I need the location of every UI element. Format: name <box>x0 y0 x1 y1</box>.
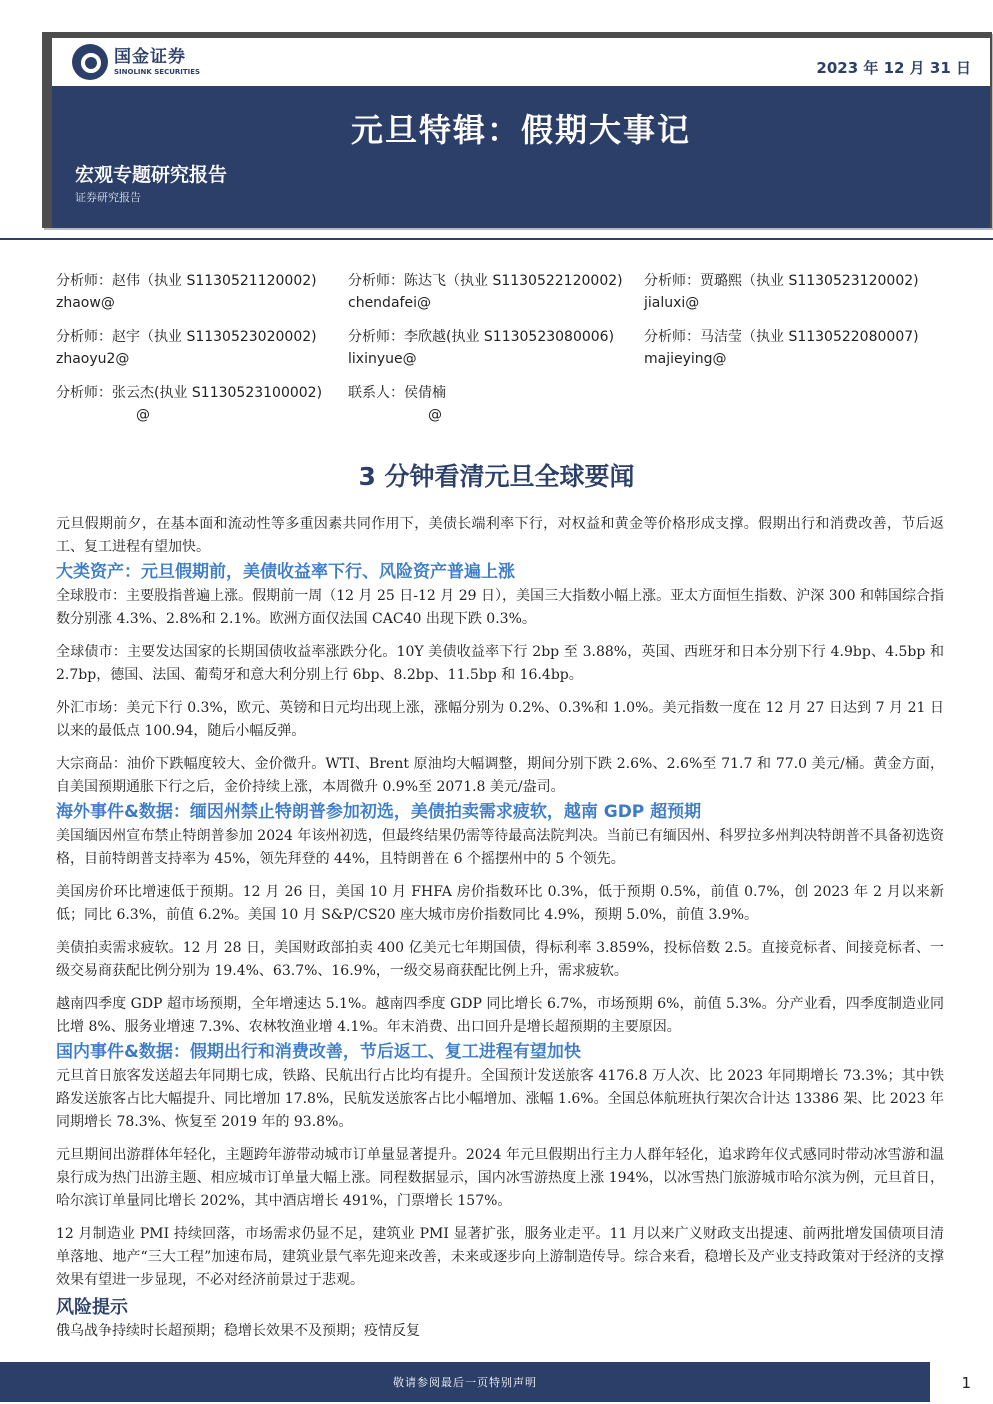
intro-paragraph: 元旦假期前夕，在基本面和流动性等多重因素共同作用下，美债长端利率下行，对权益和黄金等价格形成支撑。假期出行和消费改善，节后返工、复工进程有望加快。 <box>56 516 944 555</box>
paragraph: 元旦期间出游群体年轻化，主题跨年游带动城市订单量显著提升。2024 年元旦假期出行主力人群年轻化，追求跨年仪式感同时带动冰雪游和温泉行成为热门出游主题、相应城市订单量大幅上涨。同程数据显示，国内冰雪游热度上涨 194%，以冰雪热门旅游城市哈尔滨为例，元旦首日，哈尔滨订单量同比增长 202%，其中酒店增长 491%，门票增长 157%。 <box>56 1147 944 1209</box>
report-body <box>56 513 944 1353</box>
page-number: 1 <box>961 1374 971 1392</box>
analyst-name: 分析师：陈达飞（执业 S1130522120002) <box>348 273 623 289</box>
section-heading-assets: 大类资产：元旦假期前，美债收益率下行、风险资产普遍上涨 <box>56 562 515 582</box>
company-logo <box>72 44 200 80</box>
analyst-email[interactable]: @ <box>136 407 150 423</box>
analyst-entry <box>348 270 644 314</box>
analyst-entry <box>56 270 348 314</box>
contact-entry <box>348 382 644 426</box>
section-heading-overseas: 海外事件&数据：缅因州禁止特朗普参加初选，美债拍卖需求疲软，越南 GDP 超预期 <box>56 802 702 822</box>
paragraph: 元旦首日旅客发送超去年同期七成，铁路、民航出行占比均有提升。全国预计发送旅客 4176.8 万人次、比 2023 年同期增长 73.3%；其中铁路发送旅客占比大幅提升、同比增加 17.8%，民航发送旅客占比小幅增加、涨幅 1.6%。全国总体航班执行架次合计达 13386 架、比 2023 年同期增长 78.3%、恢复至 2019 年的 93.8%。 <box>56 1068 944 1130</box>
analyst-entry <box>644 326 954 370</box>
analyst-entry <box>56 382 348 426</box>
analyst-email[interactable]: zhaow@ <box>56 295 115 311</box>
contact-email[interactable]: @ <box>428 407 442 423</box>
paragraph: 12 月制造业 PMI 持续回落，市场需求仍显不足，建筑业 PMI 显著扩张，服务业走平。11 月以来广义财政支出提速、前两批增发国债项目清单落地、地产“三大工程”加速布局，建筑业景气率先迎来改善，未来或逐步向上游制造传导。综合来看，稳增长及产业支持政策对于经济的支撑效果有望进一步显现，不必对经济前景过于悲观。 <box>56 1226 944 1288</box>
paragraph: 美国房价环比增速低于预期。12 月 26 日，美国 10 月 FHFA 房价指数环比 0.3%，低于预期 0.5%，前值 0.7%，创 2023 年 2 月以来新低；同比 6.3%，前值 6.2%。美国 10 月 S&P/CS20 座大城市房价指数同比 4.9%，预期 5.0%，前值 3.9%。 <box>56 884 944 923</box>
analyst-name: 分析师：贾璐熙（执业 S1130523120002) <box>644 273 919 289</box>
analyst-email[interactable]: zhaoyu2@ <box>56 351 130 367</box>
analyst-name: 分析师：马洁莹（执业 S1130522080007) <box>644 329 919 345</box>
analyst-email[interactable]: lixinyue@ <box>348 351 417 367</box>
analyst-entry <box>348 326 644 370</box>
analyst-name: 分析师：张云杰(执业 S1130523100002) <box>56 385 323 401</box>
paragraph: 全球股市：主要股指普遍上涨。假期前一周（12 月 25 日-12 月 29 日），美国三大指数小幅上涨。亚太方面恒生指数、沪深 300 和韩国综合指数分别涨 4.3%、2.8%和 2.1%。欧洲方面仅法国 CAC40 出现下跌 0.3%。 <box>56 588 944 627</box>
footer-notice[interactable]: 敬请参阅最后一页特别声明 <box>393 1376 537 1389</box>
paragraph: 美债拍卖需求疲软。12 月 28 日，美国财政部拍卖 400 亿美元七年期国债，得标利率 3.859%，投标倍数 2.5。直接竞标者、间接竞标者、一级交易商获配比例分别为 19.4%、63.7%、16.9%，一级交易商获配比例上升，需求疲软。 <box>56 940 944 979</box>
analyst-list <box>56 270 956 426</box>
analyst-name: 分析师：赵伟（执业 S1130521120002) <box>56 273 317 289</box>
report-title: 元旦特辑：假期大事记 <box>350 111 691 149</box>
analyst-entry <box>644 270 954 314</box>
section-title: 3 分钟看清元旦全球要闻 <box>358 462 635 491</box>
report-date: 2023 年 12 月 31 日 <box>816 59 971 77</box>
contact-name: 联系人：侯倩楠 <box>348 385 446 401</box>
analyst-email[interactable]: chendafei@ <box>348 295 431 311</box>
logo-en-text: SINOLINK SECURITIES <box>114 67 201 76</box>
risk-text: 俄乌战争持续时长超预期；稳增长效果不及预期；疫情反复 <box>56 1323 420 1339</box>
section-heading-domestic: 国内事件&数据：假期出行和消费改善，节后返工、复工进程有望加快 <box>56 1042 581 1062</box>
analyst-name: 分析师：李欣越(执业 S1130523080006) <box>348 329 615 345</box>
paragraph: 全球债市：主要发达国家的长期国债收益率涨跌分化。10Y 美债收益率下行 2bp 至 3.88%，英国、西班牙和日本分别下行 4.9bp、4.5bp 和 2.7bp，德国、法国、葡萄牙和意大利分别上行 6bp、8.2bp、11.5bp 和 16.4bp。 <box>56 644 944 683</box>
report-type: 宏观专题研究报告 <box>75 164 228 186</box>
analyst-email[interactable]: jialuxi@ <box>644 295 700 311</box>
header-divider <box>0 238 993 240</box>
analyst-name: 分析师：赵宇（执业 S1130523020002) <box>56 329 317 345</box>
paragraph: 外汇市场：美元下行 0.3%，欧元、英镑和日元均出现上涨，涨幅分别为 0.2%、0.3%和 1.0%。美元指数一度在 12 月 27 日达到 7 月 21 日以来的最低点 100.94，随后小幅反弹。 <box>56 700 944 739</box>
paragraph: 越南四季度 GDP 超市场预期，全年增速达 5.1%。越南四季度 GDP 同比增长 6.7%，市场预期 6%，前值 5.3%。分产业看，四季度制造业同比增 8%、服务业增速 7.3%、农林牧渔业增 4.1%。年末消费、出口回升是增长超预期的主要原因。 <box>56 996 944 1035</box>
paragraph: 美国缅因州宣布禁止特朗普参加 2024 年该州初选，但最终结果仍需等待最高法院判决。当前已有缅因州、科罗拉多州判决特朗普不具备初选资格，目前特朗普支持率为 45%，领先拜登的 44%，且特朗普在 6 个摇摆州中的 5 个领先。 <box>56 828 944 867</box>
analyst-entry <box>56 326 348 370</box>
logo-icon <box>72 44 108 80</box>
analyst-email[interactable]: majieying@ <box>644 351 727 367</box>
paragraph: 大宗商品：油价下跌幅度较大、金价微升。WTI、Brent 原油均大幅调整，期间分别下跌 2.6%、2.6%至 71.7 和 77.0 美元/桶。黄金方面，自美国预期通胀下行之后，金价持续上涨，本周微升 0.9%至 2071.8 美元/盎司。 <box>56 756 944 795</box>
report-category: 证券研究报告 <box>75 191 141 204</box>
logo-cn-text: 国金证券 <box>114 46 186 67</box>
section-heading-risk: 风险提示 <box>56 1297 128 1318</box>
